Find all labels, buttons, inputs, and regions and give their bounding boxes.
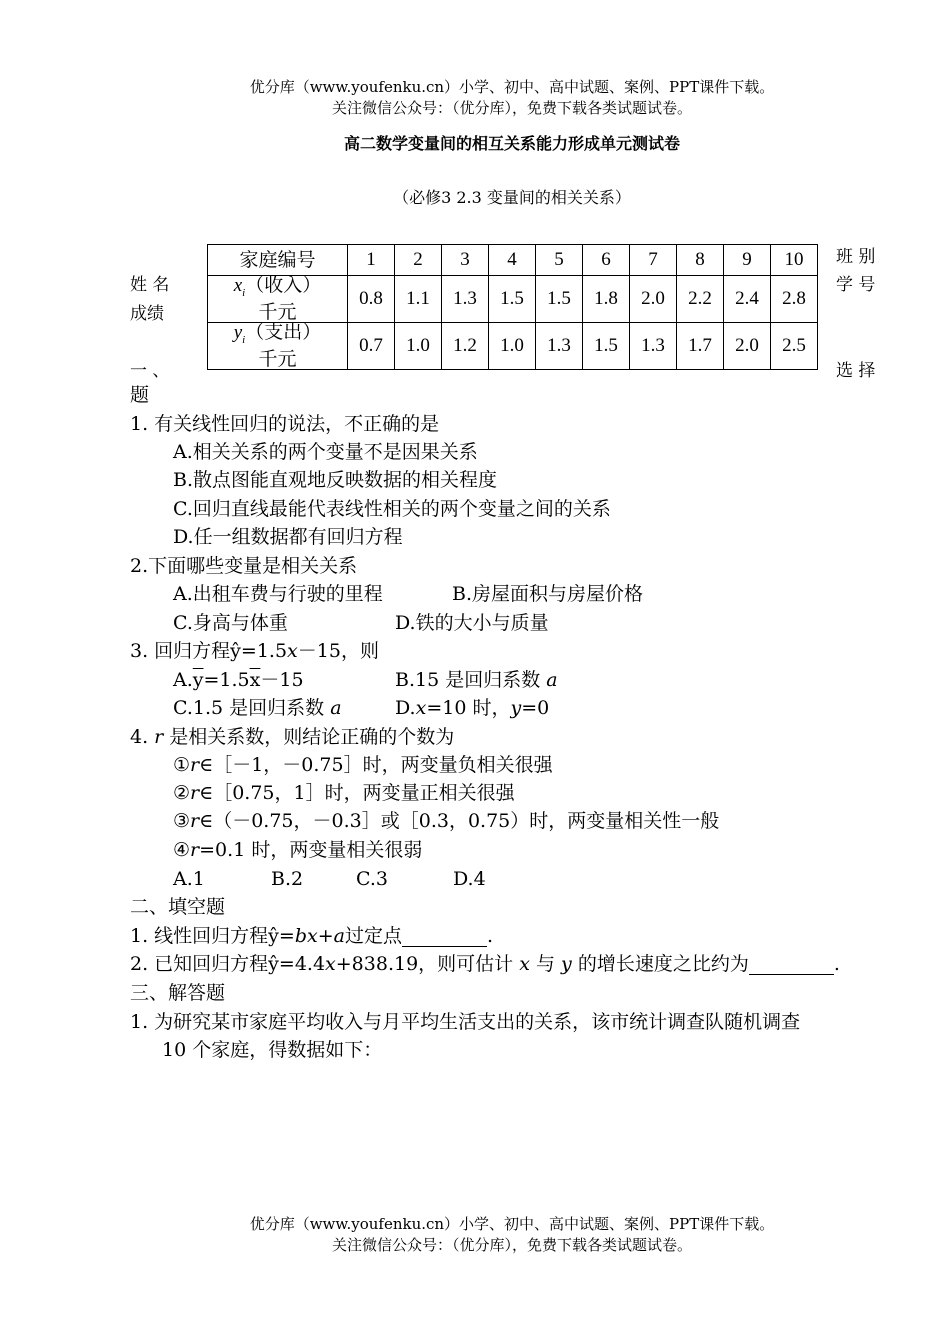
header-line-1: 优分库（www.youfenku.cn）小学、初中、高中试题、案例、PPT课件下载。 xyxy=(249,78,775,96)
q3-option-c: C.1.5 是回归系数 a xyxy=(173,697,342,719)
table-header-row xyxy=(208,245,818,276)
table-cell: 1.0 xyxy=(395,322,442,369)
fill-question-1: 1. 线性回归方程ŷ=bx+a过定点 . xyxy=(130,925,494,947)
table-cell: 1.5 xyxy=(536,276,583,323)
table-cell: 1.5 xyxy=(583,322,630,369)
table-cell: 2.8 xyxy=(771,276,818,323)
q4-option-d: D.4 xyxy=(453,868,486,890)
table-header-label: 家庭编号 xyxy=(208,245,348,276)
table-cell: 2.5 xyxy=(771,322,818,369)
page-subtitle: （必修3 2.3 变量间的相关关系） xyxy=(393,188,631,207)
table-header-id: 6 xyxy=(583,245,630,276)
table-header-id: 4 xyxy=(489,245,536,276)
table-cell: 2.2 xyxy=(677,276,724,323)
q4-option-a: A.1 xyxy=(173,868,205,890)
table-cell: 2.4 xyxy=(724,276,771,323)
q1-option-b: B.散点图能直观地反映数据的相关程度 xyxy=(173,469,498,491)
table-row-expense xyxy=(208,322,818,369)
q4-item-3: ③r∈（－0.75，－0.3］或［0.3，0.75）时，两变量相关性一般 xyxy=(173,810,720,832)
section1-label-b: 题 xyxy=(130,384,150,406)
q4-option-c: C.3 xyxy=(356,868,388,890)
q3-option-b: B.15 是回归系数 a xyxy=(395,669,558,691)
table-header-id: 1 xyxy=(348,245,395,276)
expense-row-label: $y_i$（支出） 千元 xyxy=(208,322,348,369)
q4-option-b: B.2 xyxy=(271,868,304,890)
table-cell: 2.0 xyxy=(724,322,771,369)
q2-option-a: A.出租车费与行驶的里程 xyxy=(173,583,383,605)
table-header-id: 7 xyxy=(630,245,677,276)
q2-option-c: C.身高与体重 xyxy=(173,612,288,634)
problem-1-line-2: 10 个家庭，得数据如下： xyxy=(162,1039,383,1061)
q1-option-c: C.回归直线最能代表线性相关的两个变量之间的关系 xyxy=(173,498,611,520)
score-label: 成绩 xyxy=(130,304,164,324)
footer-line-2: 关注微信公众号：（优分库），免费下载各类试题试卷。 xyxy=(331,1236,692,1254)
q4-item-2: ②r∈［0.75，1］时，两变量正相关很强 xyxy=(173,782,515,804)
table-header-id: 8 xyxy=(677,245,724,276)
q3-option-a: $A.\overline{y}=1.5\overline{x}-15$ xyxy=(173,669,304,691)
q4-item-4: ④r=0.1 时，两变量相关很弱 xyxy=(173,839,423,861)
table-header-id: 9 xyxy=(724,245,771,276)
table-row-income xyxy=(208,276,818,323)
name-label: 姓 名 xyxy=(130,275,170,295)
household-data-table xyxy=(207,244,818,370)
choice-label: 选 择 xyxy=(836,361,876,381)
section1-label-a: 一 、 xyxy=(130,361,170,381)
page-title: 高二数学变量间的相互关系能力形成单元测试卷 xyxy=(343,134,680,153)
table-cell: 1.8 xyxy=(583,276,630,323)
table-header-id: 10 xyxy=(771,245,818,276)
table-cell: 1.5 xyxy=(489,276,536,323)
q1-option-a: A.相关关系的两个变量不是因果关系 xyxy=(173,441,478,463)
table-cell: 1.1 xyxy=(395,276,442,323)
student-number-label: 学 号 xyxy=(836,275,876,295)
header-line-2: 关注微信公众号：（优分库），免费下载各类试题试卷。 xyxy=(331,99,692,117)
table-cell: 1.2 xyxy=(442,322,489,369)
footer-line-1: 优分库（www.youfenku.cn）小学、初中、高中试题、案例、PPT课件下载。 xyxy=(249,1215,775,1233)
table-cell: 2.0 xyxy=(630,276,677,323)
answer-blank[interactable] xyxy=(749,956,834,975)
class-label: 班 别 xyxy=(836,247,876,267)
table-header-id: 5 xyxy=(536,245,583,276)
income-row-label: $x_i$（收入） 千元 xyxy=(208,276,348,323)
q1-stem: 1. 有关线性回归的说法，不正确的是 xyxy=(130,413,440,435)
q4-stem: 4. r 是相关系数，则结论正确的个数为 xyxy=(130,726,455,748)
q3-stem: 3. 回归方程ŷ=1.5x－15，则 xyxy=(130,640,379,662)
q2-option-d: D.铁的大小与质量 xyxy=(395,612,549,634)
table-header-id: 2 xyxy=(395,245,442,276)
table-cell: 1.3 xyxy=(630,322,677,369)
table-cell: 1.0 xyxy=(489,322,536,369)
answer-blank[interactable] xyxy=(402,928,487,947)
fill-question-2: 2. 已知回归方程ŷ=4.4x+838.19，则可估计 x 与 y 的增长速度之比约为 . xyxy=(130,953,840,975)
table-cell: 0.8 xyxy=(348,276,395,323)
section2-title: 二、填空题 xyxy=(130,896,226,918)
table-cell: 1.3 xyxy=(442,276,489,323)
q2-option-b: B.房屋面积与房屋价格 xyxy=(452,583,644,605)
table-cell: 0.7 xyxy=(348,322,395,369)
q1-option-d: D.任一组数据都有回归方程 xyxy=(173,526,403,548)
problem-1-line-1: 1. 为研究某市家庭平均收入与月平均生活支出的关系，该市统计调查队随机调查 xyxy=(130,1011,801,1033)
table-header-id: 3 xyxy=(442,245,489,276)
q2-stem: 2.下面哪些变量是相关关系 xyxy=(130,555,358,577)
q4-item-1: ①r∈［－1，－0.75］时，两变量负相关很强 xyxy=(173,754,553,776)
table-cell: 1.3 xyxy=(536,322,583,369)
section3-title: 三、解答题 xyxy=(130,982,226,1004)
table-cell: 1.7 xyxy=(677,322,724,369)
q3-option-d: D.x=10 时，y=0 xyxy=(395,697,550,719)
